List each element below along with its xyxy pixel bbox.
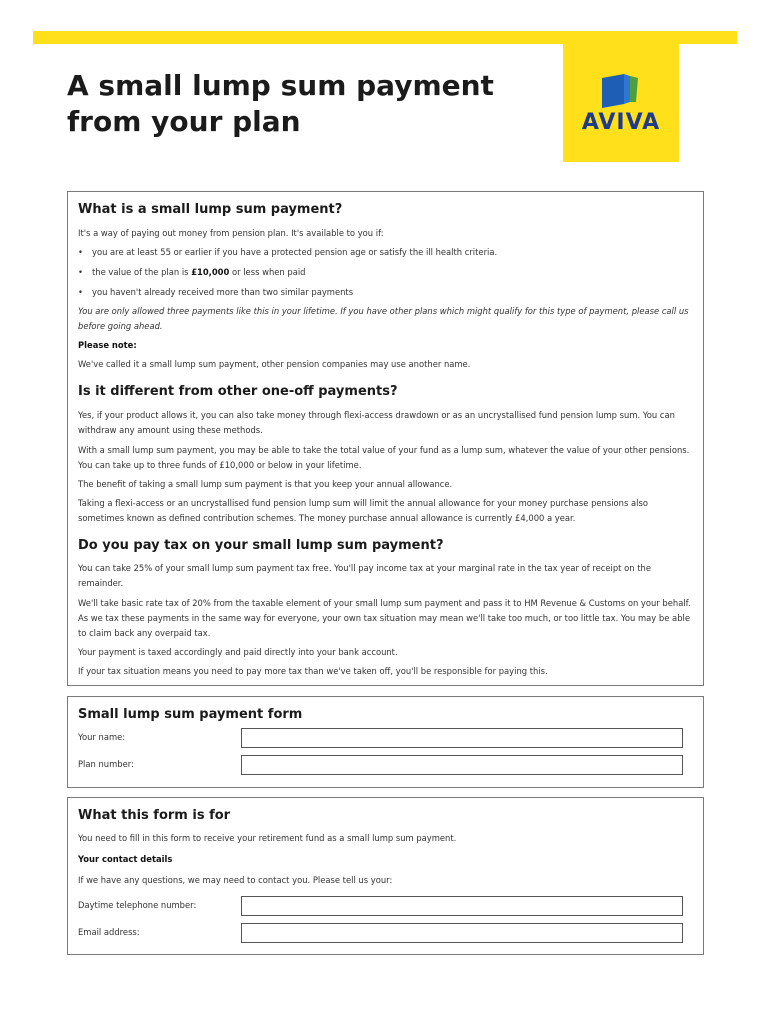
form-purpose-panel bbox=[67, 797, 704, 955]
please-note-text: We've called it a small lump sum payment, other pension companies may use another name. bbox=[78, 359, 471, 369]
email-row bbox=[78, 923, 693, 950]
aviva-flag-icon bbox=[600, 74, 640, 108]
section3-para: We'll take basic rate tax of 20% from the taxable element of your small lump sum payment and pass it to HM Revenue & Customs on your behalf. As we tax these payments in the same way for everyone, your own tax situation may mean we'll take too much, or too little tax. You may be able to claim back any overpaid tax. bbox=[78, 598, 691, 638]
contact-heading: Your contact details bbox=[78, 854, 173, 864]
lifetime-note: You are only allowed three payments like this in your lifetime. If you have other plans which might qualify for this type of payment, please call us before going ahead. bbox=[78, 306, 689, 331]
purpose-intro: You need to fill in this form to receive your retirement fund as a small lump sum payment. bbox=[78, 833, 457, 843]
your-name-label: Your name: bbox=[78, 732, 126, 742]
aviva-logo bbox=[563, 44, 679, 162]
phone-row bbox=[78, 896, 693, 923]
brand-name: AVIVA bbox=[581, 110, 661, 135]
your-name-row bbox=[78, 728, 693, 755]
list-item: • you haven't already received more than two similar payments bbox=[78, 285, 693, 300]
contact-intro: If we have any questions, we may need to contact you. Please tell us your: bbox=[78, 875, 393, 885]
section-heading-what-is: What is a small lump sum payment? bbox=[78, 202, 343, 217]
page-title: A small lump sum payment from your plan bbox=[67, 69, 494, 138]
list-item: • the value of the plan is £10,000 or less when paid bbox=[78, 265, 693, 280]
phone-input[interactable] bbox=[241, 896, 683, 916]
section1-intro: It's a way of paying out money from pension plan. It's available to you if: bbox=[78, 228, 384, 238]
purpose-heading: What this form is for bbox=[78, 808, 231, 823]
plan-number-row bbox=[78, 755, 693, 782]
section-heading-different: Is it different from other one-off payments? bbox=[78, 384, 398, 399]
email-label: Email address: bbox=[78, 927, 140, 937]
section2-para: Yes, if your product allows it, you can also take money through flexi-access drawdown or as an uncrystallised fund pension lump sum. You can withdraw any amount using these methods. bbox=[78, 410, 675, 435]
please-note-label: Please note: bbox=[78, 340, 137, 350]
plan-number-label: Plan number: bbox=[78, 759, 134, 769]
section2-para: With a small lump sum payment, you may be able to take the total value of your fund as a lump sum, whatever the value of your other pensions. You can take up to three funds of £10,000 or below in your lifetime. bbox=[78, 445, 690, 470]
your-name-input[interactable] bbox=[241, 728, 683, 748]
email-input[interactable] bbox=[241, 923, 683, 943]
section2-para: Taking a flexi-access or an uncrystallised fund pension lump sum will limit the annual allowance for your money purchase pensions also sometimes known as defined contribution schemes. The money purchase annual allowance is currently £4,000 a year. bbox=[78, 498, 648, 523]
section3-para: Your payment is taxed accordingly and paid directly into your bank account. bbox=[78, 647, 398, 657]
phone-label: Daytime telephone number: bbox=[78, 900, 197, 910]
form-heading: Small lump sum payment form bbox=[78, 707, 303, 722]
section3-para: You can take 25% of your small lump sum payment tax free. You'll pay income tax at your marginal rate in the tax year of receipt on the remainder. bbox=[78, 563, 651, 588]
section2-para: The benefit of taking a small lump sum payment is that you keep your annual allowance. bbox=[78, 479, 453, 489]
top-yellow-bar bbox=[33, 31, 737, 44]
plan-number-input[interactable] bbox=[241, 755, 683, 775]
payment-form-panel bbox=[67, 696, 704, 788]
info-panel bbox=[67, 191, 704, 686]
section-heading-tax: Do you pay tax on your small lump sum payment? bbox=[78, 538, 444, 553]
eligibility-list bbox=[78, 245, 693, 300]
list-item: • you are at least 55 or earlier if you have a protected pension age or satisfy the ill health criteria. bbox=[78, 245, 693, 260]
section3-para: If your tax situation means you need to pay more tax than we've taken off, you'll be responsible for paying this. bbox=[78, 666, 548, 676]
